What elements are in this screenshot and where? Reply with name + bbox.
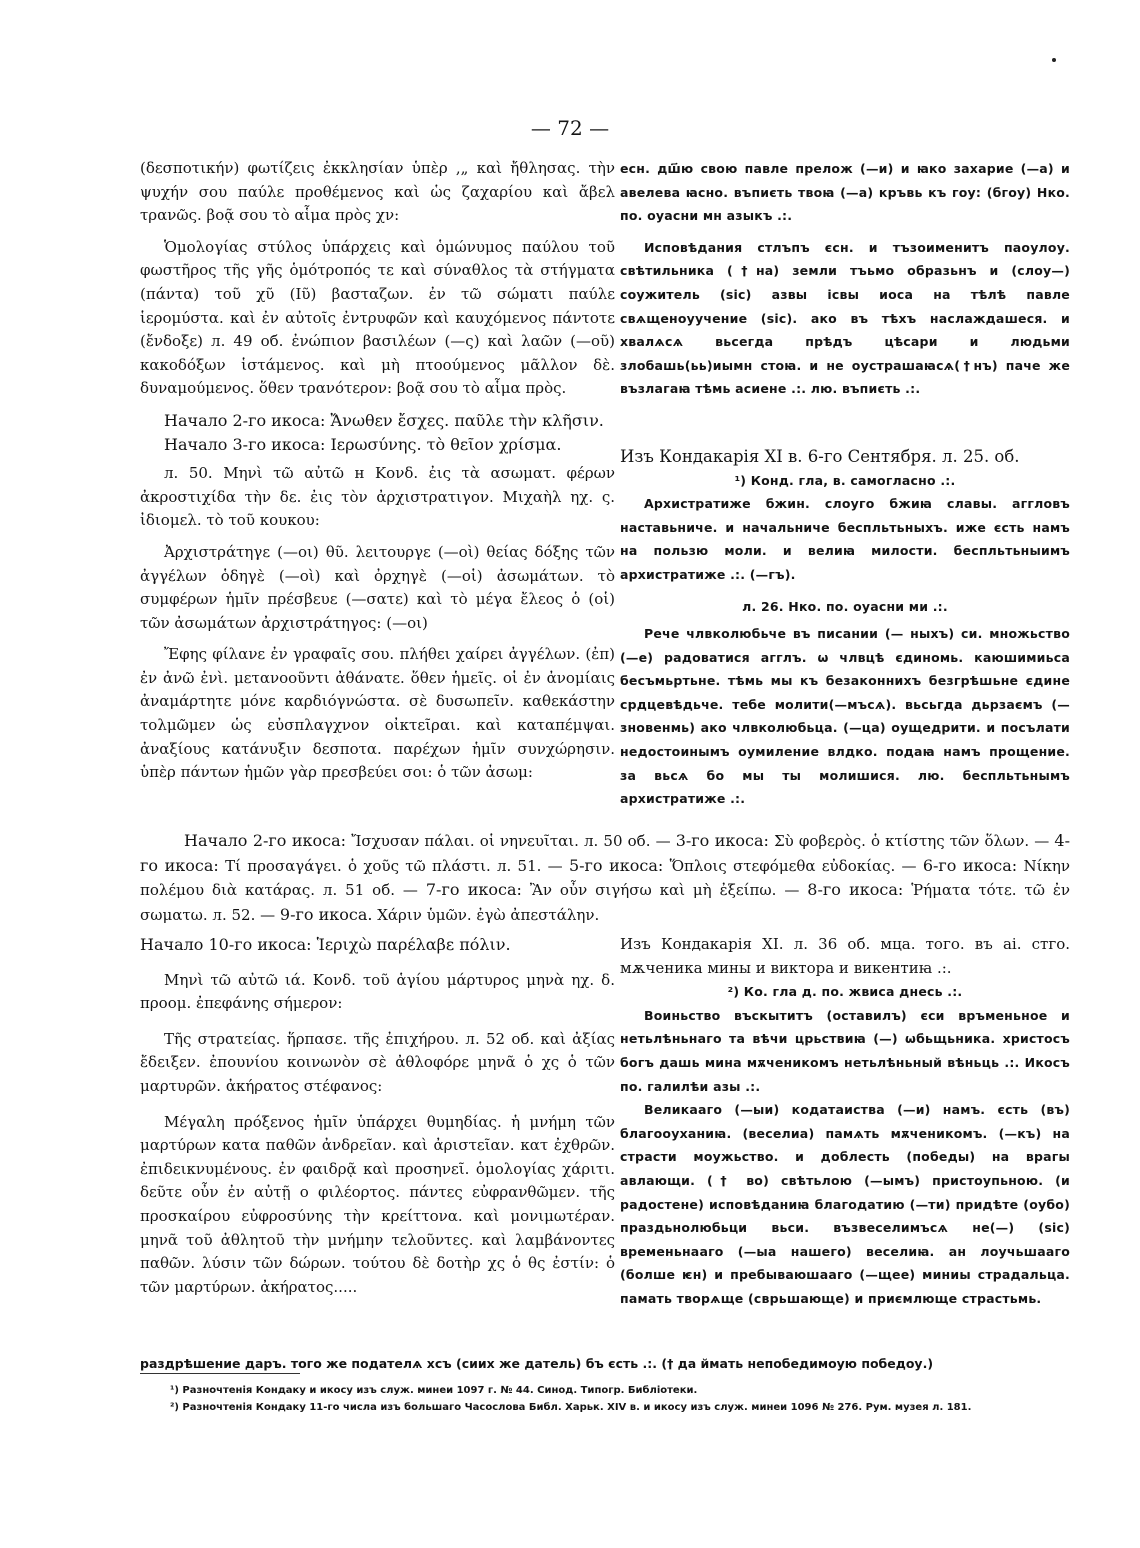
incipit-label-8: 9-го икоса. (279, 904, 373, 924)
incipit-label-3: 4-го икоса: (140, 831, 1070, 875)
incipit-label-4: 5-го икоса: (568, 855, 664, 875)
right-paragraph-4: Рече члвколюбьче въ писании (— ныхъ) си. множьство (—е) радоватися агглъ. ѡ члвцѣ єдиномь. каюшимиьса бесъмьртьне. тѣмь мы къ безаконнихъ безгрѣшьне єдине срдцевѣдьче. тебе молити(—мъсѧ). вьсьгда дьрзаємъ (—зновенмь) ако члвколюбьца. (—ца) оущедрити. и посълати недостоинымъ оумиление влдко. подаꙗ намъ прощение. за вьсѧ бо мы ты молишися. лю. беспльтьнымъ архистратиже .:. (620, 626, 1070, 807)
closing-line: раздрѣшение даръ. того же подателѧ хсъ (сиих же датель) бъ єсть .:. († да ймать непобедимоую победоу.) (140, 1356, 934, 1371)
heading-label: Начало 3-го икоса: (164, 434, 326, 454)
ink-speck (1052, 58, 1056, 62)
incipit-text-5: Νίκην πολέμου διὰ κατάρας. л. 51 об. — (140, 856, 1070, 900)
right-heading-1-sub: ¹) Конд. гла, в. самогласно .:. (734, 472, 956, 488)
footnote-rule (140, 1373, 300, 1374)
lower-right-paragraph-1: Воиньство въскытитъ (оставилъ) єси връменьное и нетьлѣньнаго та вѣчи црьствиꙗ (—) ѡбьщьника. христосъ богъ дашь мина мѫченикомъ нетьлѣньный вѣньць .:. Икосъ по. галилѣи азы .:. (620, 1007, 1070, 1094)
lower-left-paragraph-3: Μέγαλη πρόξενος ἡμῖν ὑπάρχει θυμηδίας. ἡ μνήμη τῶν μαρτύρων κατα παθῶν ἀνδρεῖαν. καὶ ἀριστεῖαν. κατ ἐχθρῶν. ἐπιδεικνυμένους. ἐν φαιδρᾷ καὶ προσηνεῖ. ὁμολογίας χάριτι. δεῦτε οὖν ἐν αὐτῇ ο φιλέορτος. πάντες εὐφρανθῶμεν. τῆς προσκαίρου εὐφροσύνης τὴν κρείττονα. καὶ μονιμωτέραν. μηνᾶ τοῦ ἀθλητοῦ τὴν μνήμην τελοῦντες. καὶ λαμβάνοντες παθῶν. λύσιν τῶν δώρων. τούτου δὲ δοτὴρ χς ὁ θς ἐστίν: ὁ τῶν μαρτύρων. ἀκήρατος..... (140, 1112, 615, 1296)
left-paragraph-1: (δεσποτικήν) φωτίζεις ἐκκλησίαν ὑπὲρ ,„ καὶ ἤθλησας. τὴν ψυχήν σου παύλε προθέμενος καὶ ὡς ζαχαρίου καὶ ἄβελ τρανῶς. βοᾷ σου τὸ αἷμα πρὸς χν: (140, 159, 615, 225)
incipit-text-2: Σὺ φοβερὸς. ὁ κτίστης τῶν ὅλων. — (774, 832, 1050, 850)
heading-text: Ἄνωθεν ἔσχες. παῦλε τὴν κλῆσιν. (330, 410, 604, 430)
footnote-2: ²) Разночтенія Кондаку 11-го числа изъ большаго Часослова Библ. Харьк. XIV в. и икосу изъ служ. минеи 1096 № 276. Рум. музея л. 181. (170, 1402, 972, 1413)
left-paragraph-5: Ἔφης φίλανε ἐν γραφαῖς σου. πλήθει χαίρει ἀγγέλων. (ἐπ) ἐν ἀνῶ ἐνὶ. μετανοοῦντι ἀθάνατε. ὅθεν ἡμεῖς. οἱ ἐν ἀνομίαις ἀναμάρτητε μόνε καρδιόγνώστα. σὲ δυσωπεῖν. καθεκάστην τολμῶμεν ὡς εὐσπλαγχνον οἰκτεῖραι. καὶ καταπέμψαι. ἀναξίους κατάνυξιν δεσποτα. παρέχων ἡμῖν συνχώρησιν. ὑπὲρ πάντων ἡμῶν γὰρ πρεσβεύει σοι: ὁ τῶν ἀσωμ: (140, 645, 615, 782)
right-paragraph-1: есн. дш҃ю свою павле прелож (—и) и ꙗко захарие (—а) и авелева ꙗсно. въпиєть твоꙗ (—а) кръвь къ гоу: (бгоу) Нко. по. оуасни мн азыкъ .:. (620, 161, 1070, 224)
right-column (620, 157, 1070, 819)
left-paragraph-4: Ἀρχιστράτηγε (—οι) θῦ. λειτουργε (—οὶ) θείας δόξης τῶν ἀγγέλων ὁδηγὲ (—οὶ) καὶ ὀρχηγὲ (—οἱ) ἀσωμάτων. τὸ συμφέρων ἡμῖν πρέσβευε (—σατε) καὶ τὸ μέγα ἔλεος ὁ (οἱ) τῶν ἀσωμάτων ἀρχιστράτηγος: (—οι) (140, 542, 615, 632)
incipit-label-6: 7-го икоса: (425, 880, 522, 900)
incipit-label-1: Начало 2-го икоса: (184, 831, 347, 850)
lower-left-paragraph-2: Τῆς στρατείας. ἥρπασε. τῆς ἐπιχήρου. л. 52 об. καὶ ἀξίας ἔδειξεν. ἐπουνίου κοινωνὸν σὲ ἀθλοφόρε μηνᾶ ὁ χς ὁ τῶν μαρτυρῶν. ἀκήρατος στέφανος: (140, 1029, 615, 1095)
incipit-text-7: Ῥήματα τότε. τῶ ἐν σωματω. л. 52. — (140, 881, 1071, 924)
lower-right-column (620, 933, 1070, 1311)
lower-right-paragraph-2: Великааго (—ыи) кодатаиства (—и) намъ. єсть (въ) благооуханиꙗ. (веселиа) памѧть мѫченикомъ. (—къ) на страсти моужьство. и доблесть (победы) на врагы авлающи. († во) свѣтьлою (—ымъ) пристоупьною. (и радостене) исповѣданиꙗ благодатию (—ти) придѣте (оубо) праздьнолюбьци вьси. възвеселимъсѧ не(—) (sic) временьнааго (—ыа нашего) веселиꙗ. ан лоучьшааго (болше ѥн) и пребываюшааго (—щее) миниы страдальца. памать творѧще (сврьшающе) и приємлюще страстьмь. (620, 1102, 1070, 1306)
incipit-text-4: Ὅπλοις στεφόμεθα εὐδοκίας. — (669, 856, 917, 875)
lower-left-column (140, 933, 615, 1299)
heading-text: Ιερωσύνης. τὸ θεῖον χρίσμα. (330, 434, 562, 454)
left-paragraph-3: л. 50. Μηνὶ τῶ αὐτῶ н Κονδ. ἐις τὰ ασωματ. φέρων ἀκροστιχίδα τὴν δε. ἐις τὸν ἀρχιστρατιγον. Μιχαὴλ ηχ. ς. ἰδιομελ. τὸ τοῦ κουκου: (140, 464, 615, 530)
incipit-text-1: Ἴσχυσαν πάλαι. οἱ νηνευῖται. л. 50 об. — (351, 832, 671, 850)
incipit-text-3: Τί προσαγάγει. ὁ χοῦς τῶ πλάστι. л. 51. — (225, 856, 563, 875)
heading-label: Начало 10-го икоса: (140, 935, 312, 954)
left-paragraph-2: Ὁμολογίας στύλος ὑπάρχεις καὶ ὁμώνυμος παύλου τοῦ φωστῆρος τῆς γῆς ὁμότροπός τε καὶ σύναθλος τὰ στήγματα (πάντα) τοῦ χῦ (Ιῦ) βασταζων. ἐν τῶ σώματι παύλε ἱερομύστα. καὶ ἐν αὐτοῖς ἐντρυφῶν καὶ καυχόμενος πάντοτε (ἔνδοξε) л. 49 об. ἐνώπιον βασιλέων (—ς) καὶ λαῶν (—οῦ) κακοδόξων ἱστάμενος. καὶ μὴ πτοούμενος μᾶλλον δὲ. δυναμούμενος. ὅθεν τρανότερον: βοᾷ σου τὸ αἷμα πρὸς. (140, 237, 615, 398)
lower-left-paragraph-1: Μηνὶ τῶ αὐτῶ ιά. Κονδ. τοῦ ἁγίου μάρτυρος μηνὰ ηχ. δ. προομ. ἐπεφάνης σήμερον: (140, 970, 615, 1013)
incipit-label-7: 8-го икоса: (807, 880, 904, 900)
right-heading-1: Изъ Кондакарія XI в. 6-го Сентября. л. 25. об. (620, 446, 1020, 466)
left-heading-1 (140, 409, 615, 433)
left-heading-2 (140, 433, 615, 457)
page-number: — 72 — (530, 116, 610, 140)
footnote-1: ¹) Разночтенія Кондаку и икосу изъ служ. минеи 1097 г. № 44. Синод. Типогр. Библіотеки. (170, 1385, 698, 1396)
lower-right-heading-sub: ²) Ко. гла д. по. жвиса днесь .:. (727, 984, 963, 1000)
lower-left-heading (140, 933, 615, 957)
left-column (140, 157, 615, 793)
incipit-label-5: 6-го икоса: (922, 855, 1018, 875)
right-heading-2: л. 26. Нко. по. оуасни ми .:. (742, 598, 948, 614)
heading-label: Начало 2-го икоса: (164, 410, 326, 430)
incipit-text-8: Χάριν ὑμῶν. ἐγὼ ἀπεστάλην. (377, 905, 600, 924)
lower-right-heading: Изъ Кондакарія XI. л. 36 об. мца. того. въ ai. стго. мѫченика мины и виктора и викентиꙗ .:. (620, 935, 1070, 977)
right-paragraph-2: Исповѣдания стлъпъ єсн. и тъзоименитъ паоулоу. свѣтильника (†на) земли тъьмо образьнъ и (слоу—) соужитель (sic) азвы ісвы иоса на тѣлѣ павле свѧщеноуучение (sic). ако въ тѣхъ наслаждашеся. и хвалѧсѧ вьсегда прѣдъ цѣсари и людьми злобашь(ьь)иымн стоꙗ. и не оустрашаꙗсѧ(†нъ) паче же възлагаꙗ тѣмь асиене .:. лю. въпиєть .:. (620, 239, 1070, 397)
incipit-text-6: Ἂν οὖν σιγήσω καὶ μὴ ἐξείπω. — (529, 881, 800, 900)
right-paragraph-3: Архистратиже бжин. слоуго бжиꙗ славы. аггловъ наставьниче. и начальниче беспльтьныхъ. иже єсть намъ на пользю моли. и велиꙗ милости. беспльтьныимъ архистратиже .:. (—гъ). (620, 496, 1070, 582)
incipit-label-2: 3-го икоса: (675, 831, 769, 850)
footnotes (170, 1382, 1070, 1416)
incipits-block (140, 829, 1070, 927)
heading-text: Ἱεριχὼ παρέλαβε πόλιν. (316, 935, 511, 954)
